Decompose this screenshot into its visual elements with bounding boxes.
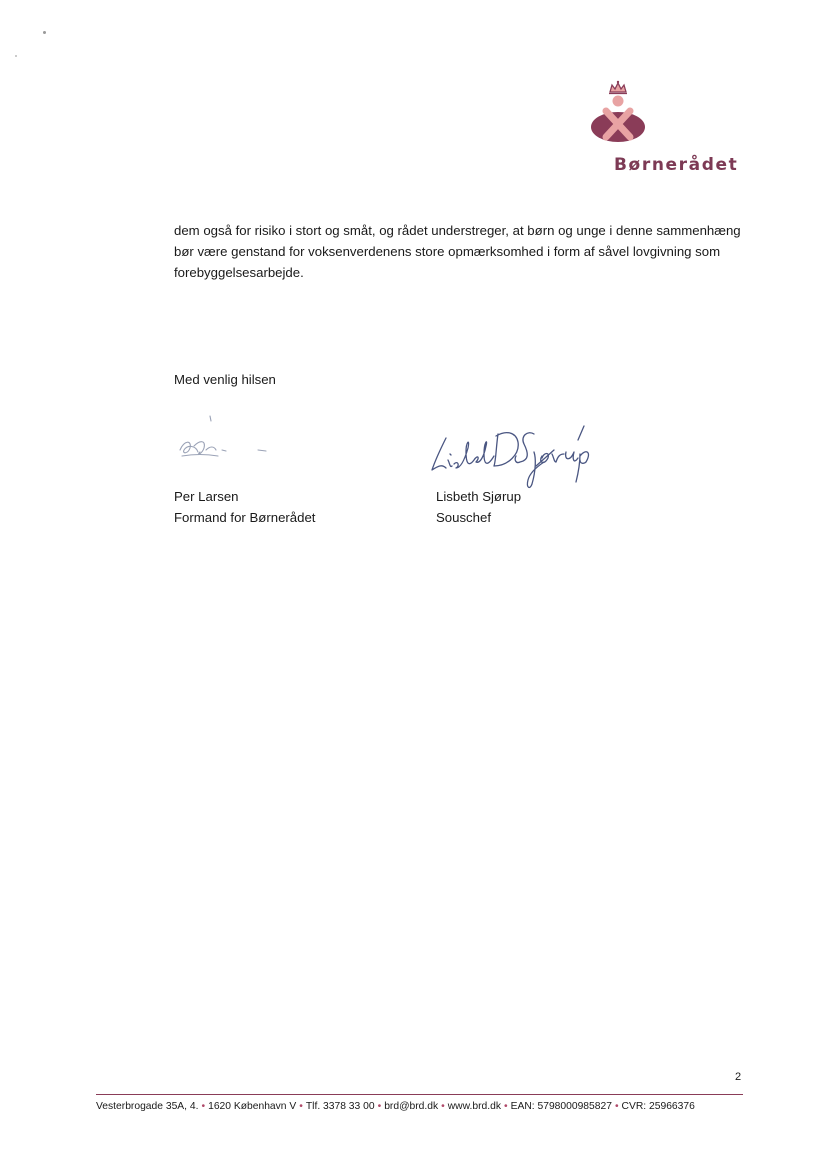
signer-name: Lisbeth Sjørup [436, 489, 522, 504]
borneradet-logo-icon [588, 80, 648, 146]
signer-title: Souschef [436, 510, 491, 525]
signer-name: Per Larsen [174, 489, 239, 504]
footer-separator: • [503, 1101, 508, 1112]
signer-block-right [436, 486, 521, 528]
scan-speck [15, 55, 17, 57]
body-paragraph [174, 220, 754, 283]
footer-separator: • [299, 1101, 303, 1112]
footer-contact-line [96, 1101, 756, 1112]
footer-ean: EAN: 5798000985827 [510, 1101, 612, 1112]
signature-per-larsen [170, 410, 280, 470]
footer-email-link[interactable]: brd@brd.dk [384, 1101, 439, 1112]
footer-web-link[interactable]: www.brd.dk [447, 1101, 501, 1112]
signer-block-left [174, 486, 315, 528]
footer-phone: Tlf. 3378 33 00 [305, 1101, 375, 1112]
signer-title: Formand for Børnerådet [174, 510, 316, 525]
paragraph-text: dem også for risiko i stort og småt, og rådet understreger, at børn og unge i denne sammenhæng bør være genstand for voksenverdenens store opmærksomhed i form af såvel lovgivning som forebyggelsesarbejde. [174, 223, 741, 280]
footer-separator: • [377, 1101, 382, 1112]
footer-separator: • [441, 1101, 445, 1112]
scan-speck [43, 31, 46, 34]
footer-city: 1620 København V [208, 1101, 297, 1112]
signature-lisbeth-sjorup [424, 408, 594, 496]
closing-salutation: Med venlig hilsen [174, 372, 276, 387]
footer-cvr: CVR: 25966376 [621, 1101, 695, 1112]
footer-separator: • [614, 1101, 619, 1112]
page-number: 2 [735, 1071, 742, 1083]
footer-separator: • [201, 1101, 206, 1112]
logo-wordmark: Børnerådet [614, 155, 739, 175]
footer-address: Vesterbrogade 35A, 4. [96, 1101, 199, 1112]
footer-divider [96, 1094, 743, 1095]
